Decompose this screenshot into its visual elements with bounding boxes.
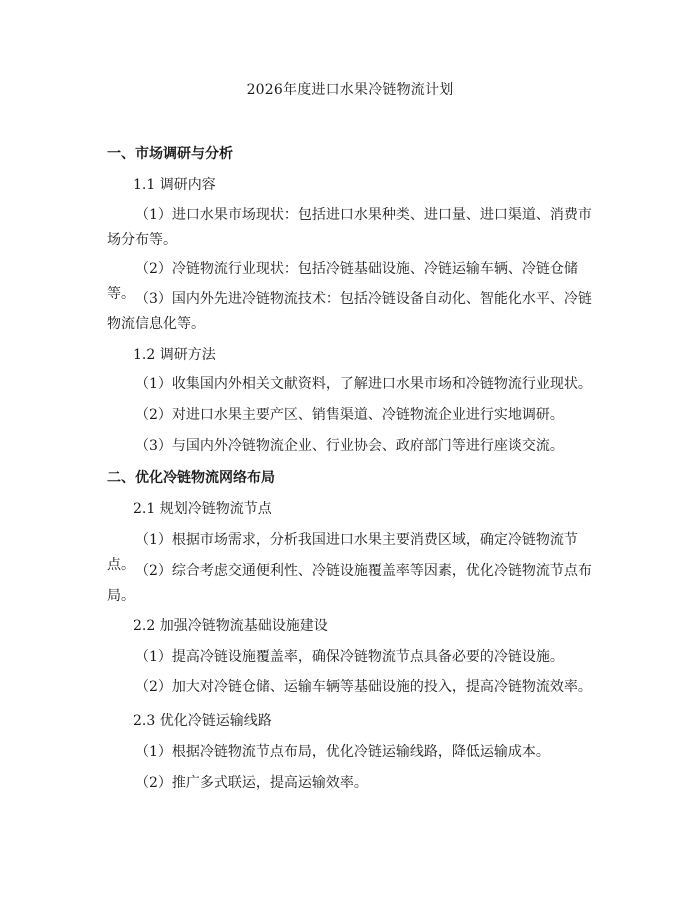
section-heading: 一、市场调研与分析 [107, 146, 233, 162]
document-title: 2026年度进口水果冷链物流计划 [246, 82, 454, 98]
subsection-heading: 2.3 优化冷链运输线路 [133, 713, 272, 729]
subsection-heading: 2.2 加强冷链物流基础设施建设 [133, 618, 328, 634]
subsection-heading: 1.1 调研内容 [133, 177, 216, 193]
paragraph: （3）与国内外冷链物流企业、行业协会、政府部门等进行座谈交流。 [135, 438, 564, 454]
subsection-heading: 1.2 调研方法 [133, 347, 216, 363]
paragraph: （2）对进口水果主要产区、销售渠道、冷链物流企业进行实地调研。 [135, 407, 564, 423]
subsection-heading: 2.1 规划冷链物流节点 [133, 501, 272, 517]
paragraph: （2）加大对冷链仓储、运输车辆等基础设施的投入，提高冷链物流效率。 [135, 679, 592, 695]
paragraph: （2）推广多式联运，提高运输效率。 [135, 775, 368, 791]
paragraph: （1）进口水果市场现状：包括进口水果种类、进口量、进口渠道、消费市场分布等。 [107, 207, 592, 248]
paragraph: （1）根据冷链物流节点布局，优化冷链运输线路，降低运输成本。 [135, 744, 550, 760]
paragraph: （3）国内外先进冷链物流技术：包括冷链设备自动化、智能化水平、冷链物流信息化等。 [107, 291, 592, 332]
paragraph: （1）根据市场需求，分析我国进口水果主要消费区域，确定冷链物流节点。 [107, 532, 578, 573]
paragraph: （2）综合考虑交通便利性、冷链设施覆盖率等因素，优化冷链物流节点布局。 [107, 563, 592, 604]
paragraph: （1）收集国内外相关文献资料，了解进口水果市场和冷链物流行业现状。 [135, 376, 592, 392]
section-heading: 二、优化冷链物流网络布局 [107, 470, 275, 486]
paragraph: （1）提高冷链设施覆盖率，确保冷链物流节点具备必要的冷链设施。 [135, 649, 564, 665]
paragraph: （2）冷链物流行业现状：包括冷链基础设施、冷链运输车辆、冷链仓储等。 [107, 261, 578, 302]
